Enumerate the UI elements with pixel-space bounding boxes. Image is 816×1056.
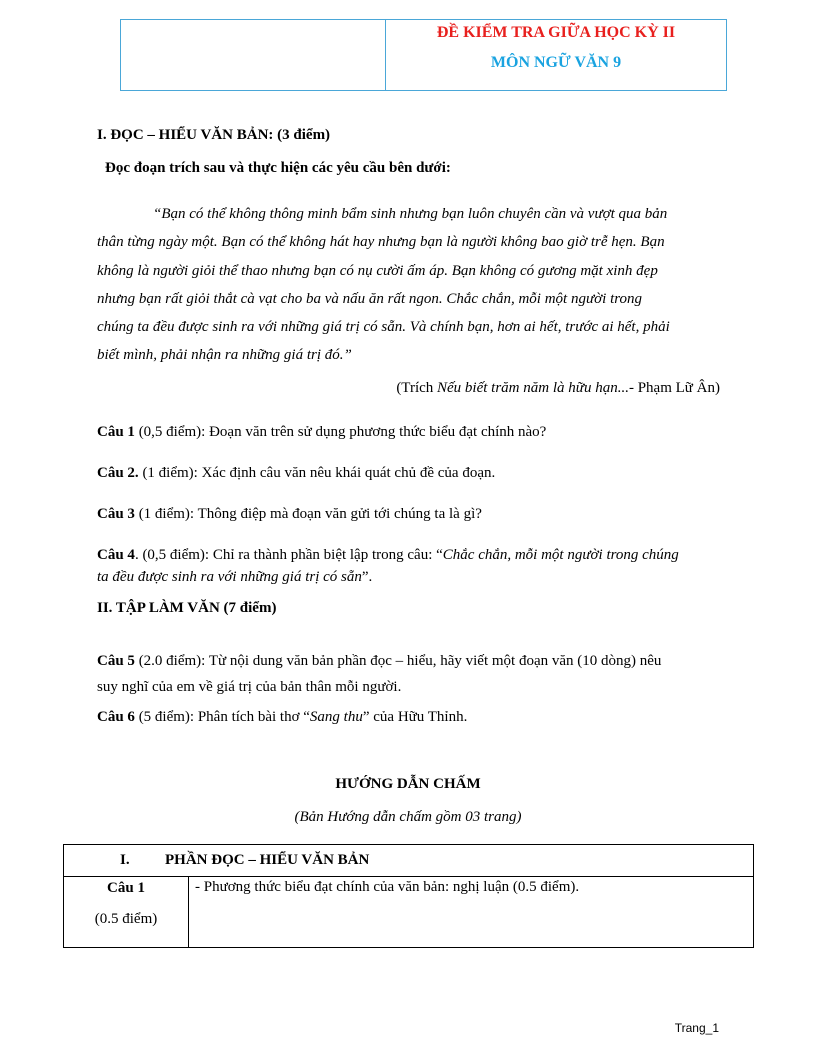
question-quote: ta đều được sinh ra với những giá trị có sẵn xyxy=(97,569,362,585)
section-title: PHẦN ĐỌC – HIỂU VĂN BẢN xyxy=(165,852,370,868)
source-suffix: - Phạm Lữ Ân) xyxy=(628,380,720,396)
question-text: (5 điểm): Phân tích bài thơ “ xyxy=(134,709,310,725)
question-label: Câu 1 xyxy=(107,880,145,896)
table-row xyxy=(64,877,754,948)
question-cell xyxy=(64,877,189,948)
question-text: . (0,5 điểm): Chỉ ra thành phần biệt lập trong câu: “ xyxy=(134,547,443,563)
header-right-cell xyxy=(386,20,726,90)
page-number: Trang_1 xyxy=(674,1021,719,1035)
question-6 xyxy=(97,706,722,728)
source-prefix: (Trích xyxy=(396,380,438,396)
question-points: (0.5 điểm) xyxy=(94,911,158,927)
guide-title: HƯỚNG DẪN CHẤM xyxy=(335,776,481,792)
question-text: (1 điểm): Thông điệp mà đoạn văn gửi tới chúng ta là gì? xyxy=(134,506,482,522)
question-text: (2.0 điểm): Từ nội dung văn bản phần đọc – hiểu, hãy viết một đoạn văn (10 dòng) nêu xyxy=(134,653,662,669)
question-1 xyxy=(97,421,722,443)
guide-subtitle: (Bản Hướng dẫn chấm gồm 03 trang) xyxy=(294,809,522,825)
question-label: Câu 1 xyxy=(97,424,135,440)
question-text: suy nghĩ của em về giá trị của bản thân mỗi người. xyxy=(97,679,402,695)
question-4 xyxy=(97,544,727,588)
question-text: (1 điểm): Xác định câu văn nêu khái quát chủ đề của đoạn. xyxy=(138,465,496,481)
answer-cell: - Phương thức biểu đạt chính của văn bản: nghị luận (0.5 điểm). xyxy=(189,877,754,948)
question-3 xyxy=(97,503,722,525)
question-label: Câu 4 xyxy=(97,547,135,563)
passage-line: chúng ta đều được sinh ra với những giá trị có sẵn. Và chính bạn, hơn ai hết, trước ai hết, phải xyxy=(97,319,670,336)
section2-title: II. TẬP LÀM VĂN (7 điểm) xyxy=(97,600,277,616)
header-left-cell xyxy=(121,20,386,90)
question-label: Câu 6 xyxy=(97,709,135,725)
source-title: Nếu biết trăm năm là hữu hạn... xyxy=(437,380,629,396)
passage-line: “Bạn có thể không thông minh bẩm sinh nhưng bạn luôn chuyên cần và vượt qua bản xyxy=(153,206,668,222)
question-text: ” của Hữu Thỉnh. xyxy=(362,709,468,725)
section1-title: I. ĐỌC – HIỂU VĂN BẢN: (3 điểm) xyxy=(97,127,331,143)
header-box xyxy=(120,19,727,91)
question-label: Câu 2. xyxy=(97,465,139,481)
table-section-row xyxy=(64,845,754,877)
question-5 xyxy=(97,648,727,700)
exam-title: ĐỀ KIỂM TRA GIỮA HỌC KỲ II xyxy=(436,24,676,41)
question-label: Câu 5 xyxy=(97,653,135,669)
poem-title: Sang thu xyxy=(309,709,363,725)
table-section-cell xyxy=(64,845,754,877)
subject-title: MÔN NGỮ VĂN 9 xyxy=(490,54,622,71)
passage-source xyxy=(396,380,720,397)
passage xyxy=(97,200,717,370)
question-text: (0,5 điểm): Đoạn văn trên sử dụng phương thức biểu đạt chính nào? xyxy=(134,424,547,440)
section-number: I. xyxy=(120,852,130,868)
passage-line: nhưng bạn rất giỏi thắt cà vạt cho ba và nấu ăn rất ngon. Chắc chắn, mỗi một người trong xyxy=(97,290,643,307)
passage-line: thân từng ngày một. Bạn có thể không hát hay nhưng bạn là người không bao giờ trễ hẹn. Bạn xyxy=(97,234,665,251)
question-text: ”. xyxy=(361,569,373,585)
passage-line: không là người giỏi thể thao nhưng bạn có nụ cười ấm áp. Bạn không có gương mặt xinh đẹp xyxy=(97,262,658,279)
question-quote: Chắc chắn, mỗi một người trong chúng xyxy=(442,547,679,563)
section1-instruction: Đọc đoạn trích sau và thực hiện các yêu cầu bên dưới: xyxy=(105,160,451,176)
question-2 xyxy=(97,462,722,484)
passage-line: biết mình, phải nhận ra những giá trị đó.” xyxy=(97,347,352,364)
grading-table xyxy=(63,844,754,948)
question-label: Câu 3 xyxy=(97,506,135,522)
